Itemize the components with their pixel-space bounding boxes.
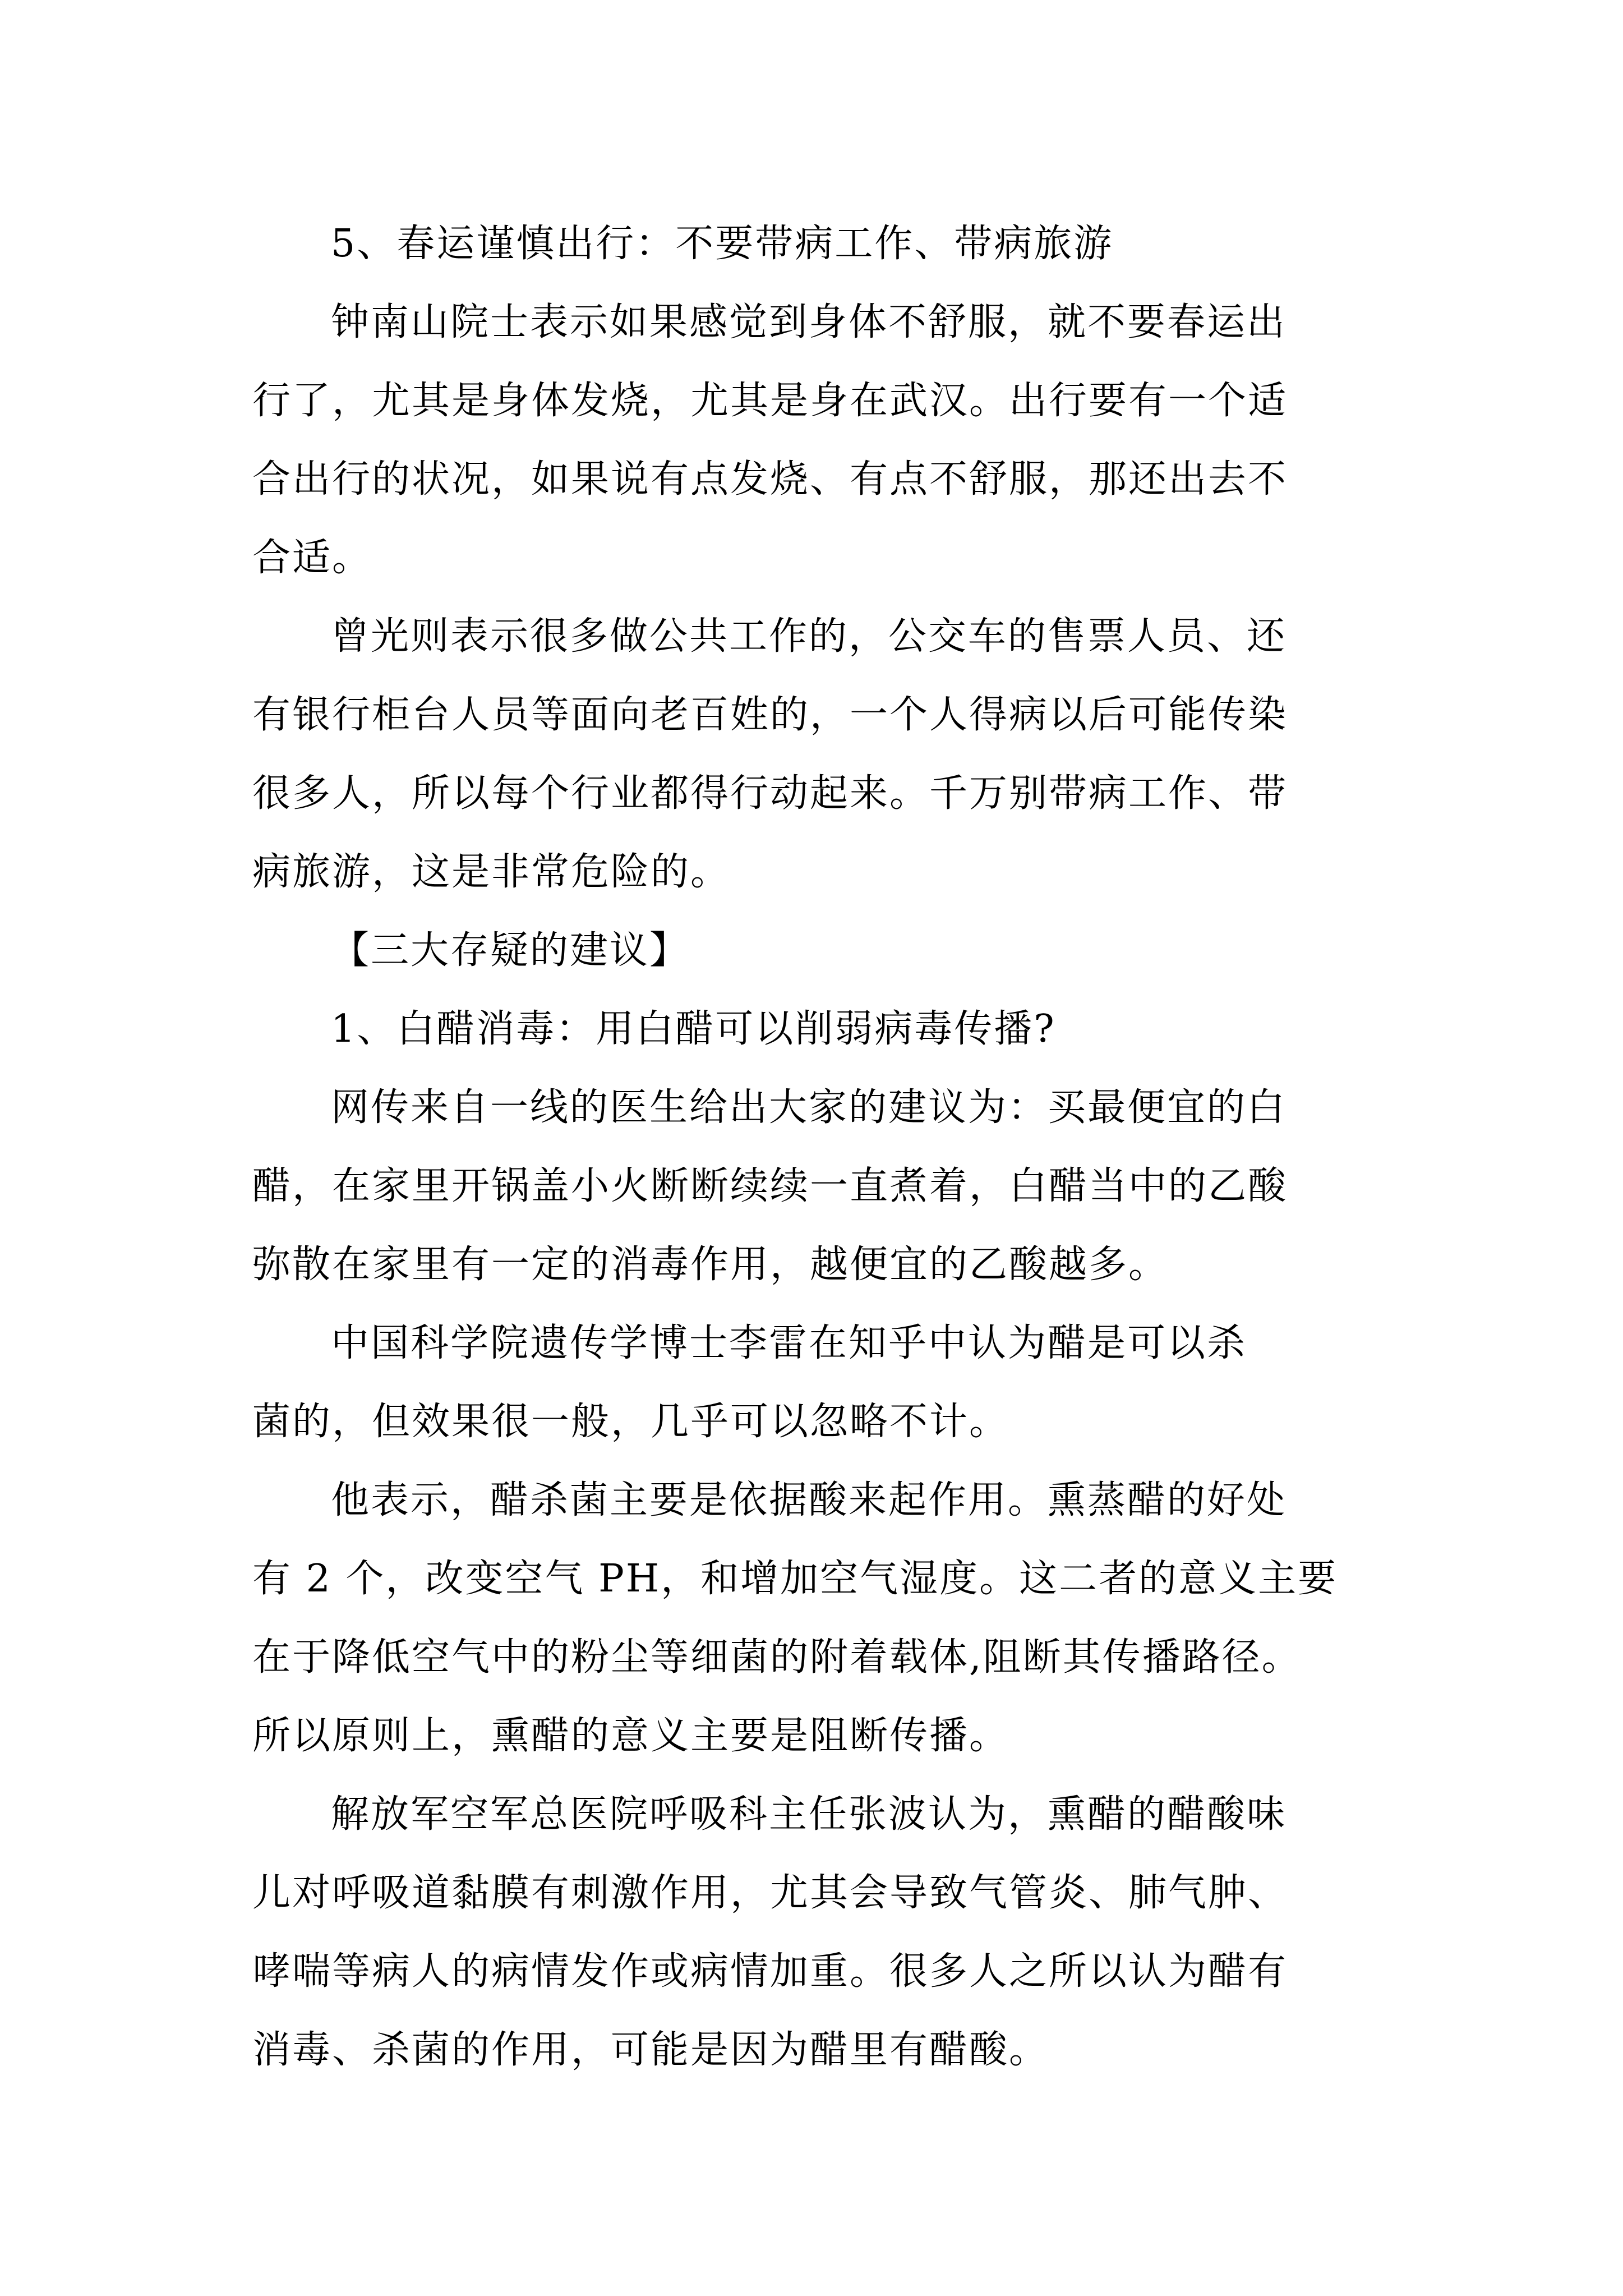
paragraph-line: 中国科学院遗传学博士李雷在知乎中认为醋是可以杀: [331, 1321, 1247, 1365]
paragraph-line: 很多人，所以每个行业都得行动起来。千万别带病工作、带: [252, 771, 1288, 816]
paragraph-line: 消毒、杀菌的作用，可能是因为醋里有醋酸。: [252, 2028, 1049, 2072]
section-heading-1: 1、白醋消毒：用白醋可以削弱病毒传播?: [331, 1007, 1056, 1051]
paragraph-line: 弥散在家里有一定的消毒作用，越便宜的乙酸越多。: [252, 1243, 1169, 1287]
section-heading-5: 5、春运谨慎出行：不要带病工作、带病旅游: [331, 222, 1114, 266]
paragraph-line: 他表示，醋杀菌主要是依据酸来起作用。熏蒸醋的好处: [331, 1478, 1287, 1522]
paragraph-line: 网传来自一线的医生给出大家的建议为：买最便宜的白: [331, 1085, 1287, 1130]
paragraph-line: 儿对呼吸道黏膜有刺激作用，尤其会导致气管炎、肺气肿、: [252, 1871, 1288, 1915]
paragraph-line: 病旅游，这是非常危险的。: [252, 850, 731, 894]
paragraph-line: 哮喘等病人的病情发作或病情加重。很多人之所以认为醋有: [252, 1949, 1288, 1994]
paragraph-line: 醋，在家里开锅盖小火断断续续一直煮着，白醋当中的乙酸: [252, 1164, 1288, 1208]
paragraph-line: 在于降低空气中的粉尘等细菌的附着载体,阻断其传播路径。: [252, 1635, 1302, 1680]
paragraph-line: 有 2 个，改变空气 PH，和增加空气湿度。这二者的意义主要: [252, 1557, 1338, 1601]
paragraph-line: 解放军空军总医院呼吸科主任张波认为，熏醋的醋酸味: [331, 1792, 1287, 1837]
paragraph-line: 合适。: [252, 536, 372, 580]
paragraph-line: 所以原则上，熏醋的意义主要是阻断传播。: [252, 1714, 1009, 1758]
paragraph-line: 钟南山院士表示如果感觉到身体不舒服，就不要春运出: [331, 300, 1287, 344]
paragraph-line: 有银行柜台人员等面向老百姓的，一个人得病以后可能传染: [252, 693, 1288, 737]
section-heading-advice: 【三大存疑的建议】: [331, 928, 690, 973]
paragraph-line: 合出行的状况，如果说有点发烧、有点不舒服，那还出去不: [252, 457, 1288, 501]
paragraph-line: 菌的，但效果很一般，几乎可以忽略不计。: [252, 1400, 1009, 1444]
paragraph-line: 曾光则表示很多做公共工作的，公交车的售票人员、还: [331, 614, 1287, 659]
paragraph-line: 行了，尤其是身体发烧，尤其是身在武汉。出行要有一个适: [252, 379, 1288, 423]
